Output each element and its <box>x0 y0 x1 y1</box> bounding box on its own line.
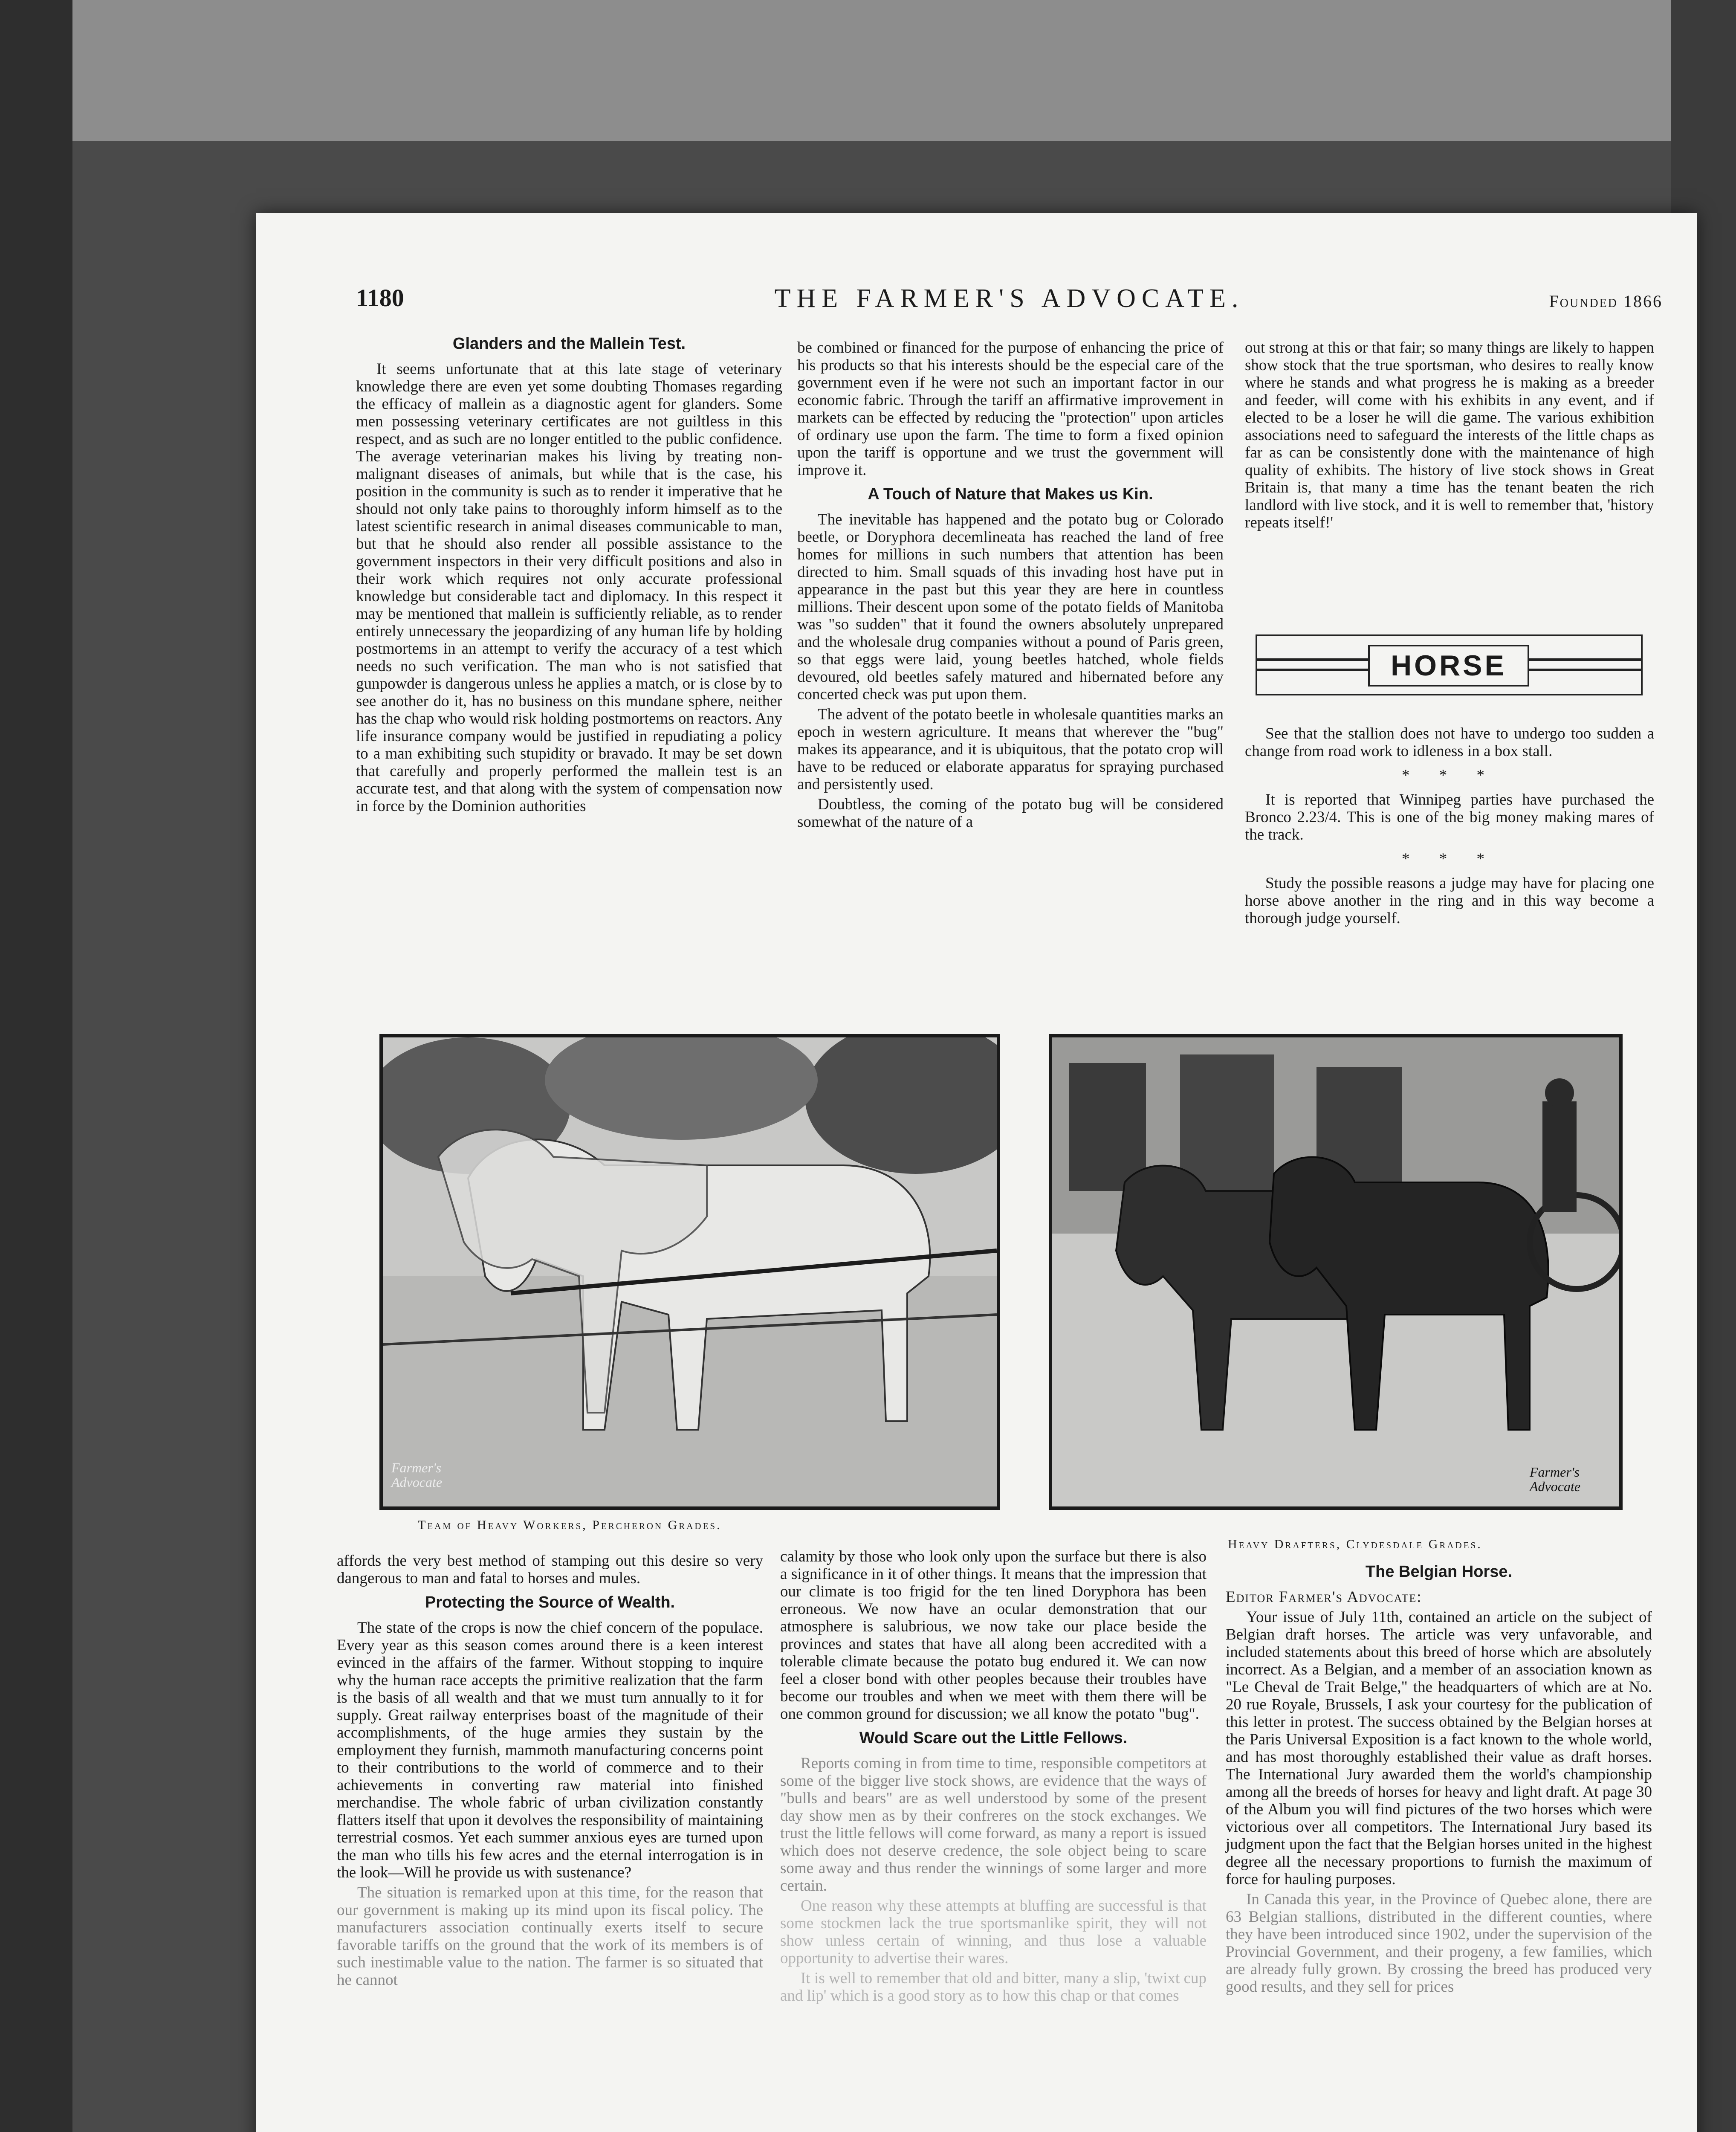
article-paragraph: The situation is remarked upon at this time, for the reason that our government is making up its mind upon its fiscal policy. The manufacturers association continually exerts itself to secure favorable tariffs on the ground that the work of its members is of such inestimable value to the nation. The farmer is so situated that he cannot <box>337 1884 763 1989</box>
founded-note: Founded 1866 <box>1549 292 1663 311</box>
article-title: Protecting the Source of Wealth. <box>425 1593 675 1611</box>
article-paragraph: affords the very best method of stamping out this desire so very dangerous to man and fatal to horses and mules. <box>337 1552 763 1587</box>
page-header <box>356 284 1663 322</box>
newspaper-page <box>256 213 1697 2132</box>
article-paragraph: out strong at this or that fair; so many things are likely to happen show stock that the true sportsman, who desires to really know where he stands and what progress he is making as a breeder and feeder, will come with his exhibits in any event, and if elected to be a loser he will die game. The various exhibition associations need to safeguard the interests of the little chaps as far as can be consistently done with the maintenance of high quality of exhibits. The history of live stock shows in Great Britain is, that many a time has the tenant beaten the rich landlord with live stock, and it is well to remember that, 'history repeats itself!' <box>1245 339 1654 531</box>
background-left <box>0 0 72 2132</box>
article-title: The Belgian Horse. <box>1365 1563 1513 1581</box>
masthead: THE FARMER'S ADVOCATE. <box>774 284 1244 313</box>
section-banner-horse <box>1256 634 1643 695</box>
clydesdale-photo-image <box>1052 1037 1619 1506</box>
article-paragraph: Reports coming in from time to time, responsible competitors at some of the bigger live stock shows, are evidence that the ways of "bulls and bears" are as well understood by some of the present day show men as by their confreres on the stock exchanges. We trust the little fellows will come forward, as many a report is issued which does not deserve credence, the sole object being to scare some away and thus render the winnings of some larger and more certain. <box>780 1755 1207 1894</box>
column-2-upper <box>797 339 1224 1130</box>
column-3-lower <box>1226 1556 1652 2132</box>
separator-stars: * * * <box>1402 850 1497 868</box>
article-paragraph: be combined or financed for the purpose of enhancing the price of his products so that his interests should be the especial care of the government even if he were not such an important factor in our economic fabric. Through the tariff an affirmative improvement in markets can be effected by reducing the "protection" upon articles of ordinary use upon the farm. The time to form a fixed opinion upon the tariff is opportune and we trust the government will improve it. <box>797 339 1224 479</box>
article-paragraph: The inevitable has happened and the potato bug or Colorado beetle, or Doryphora decemlineata has reached the land of free homes for millions in such numbers that attention has been directed to him. Small squads of this invading host have put in appearance in the past but this year they are here in countless millions. Their descent upon some of the potato fields of Manitoba was "so sudden" that it found the owners absolutely unprepared and the wholesale drug companies without a pound of Paris green, so that eggs were laid, young beetles hatched, whole fields devoured, old beetles safely matured and hibernated before any concerted check was put upon them. <box>797 511 1224 703</box>
article-paragraph: One reason why these attempts at bluffing are successful is that some stockmen lack the true sportsmanlike spirit, they will not show unless certain of winning, and thus lose a valuable opportunity to advertise their wares. <box>780 1897 1207 1967</box>
photo-credit: Farmer's Advocate <box>1530 1464 1581 1494</box>
separator-stars: * * * <box>1402 767 1497 784</box>
article-paragraph: Study the possible reasons a judge may have for placing one horse above another in the ring and in this way become a thorough judge yourself. <box>1245 875 1654 927</box>
photo-percheron-team <box>379 1034 1000 1510</box>
photo-caption-left: Team of Heavy Workers, Percheron Grades. <box>418 1518 722 1532</box>
photo-clydesdale-team <box>1049 1034 1623 1510</box>
article-paragraph: It seems unfortunate that at this late stage of veterinary knowledge there are even yet some doubting Thomases regarding the efficacy of mallein as a diagnostic agent for glanders. Some men possessing veterinary certificates are not guiltless in this respect, and as such are no longer entitled to the public confidence. The average veterinarian makes his living by treating non-malignant diseases of animals, but while that is the case, his position in the community is such as to render it imperative that he should not only take pains to thoroughly inform himself as to the latest scientific research in animal diseases communicable to man, but that he should also render all possible assistance to the government inspectors in their very difficult positions and also in their work which requires not only accurate professional knowledge but considerable tact and diplomacy. In this respect it may be mentioned that mallein is sufficiently reliable, as to render entirely unnecessary the jeopardizing of any human life by holding postmortems in an attempt to verify the accuracy of a test which needs no such verification. The man who is not satisfied that gunpowder is dangerous unless he applies a match, or is close by to see another do it, has no business on this mundane sphere, neither has the chap who would risk holding postmortems on reactors. Any life insurance company would be justified in repudiating a policy to a man exhibiting such stupidity or bravado. It may be set down that carefully and properly performed the mallein test is an accurate test, and that along with the system of compensation now in force by the Dominion authorities <box>356 360 782 815</box>
article-paragraph: It is reported that Winnipeg parties have purchased the Bronco 2.23/4. This is one of the big money making mares of the track. <box>1245 791 1654 843</box>
letter-salutation: Editor Farmer's Advocate: <box>1226 1588 1422 1606</box>
article-title: A Touch of Nature that Makes us Kin. <box>868 485 1153 503</box>
section-title: HORSE <box>1368 645 1529 687</box>
article-title: Would Scare out the Little Fellows. <box>859 1729 1128 1747</box>
page-number: 1180 <box>356 284 404 312</box>
column-1-lower <box>337 1552 763 2132</box>
column-1-upper <box>356 328 782 1130</box>
article-paragraph: The state of the crops is now the chief concern of the populace. Every year as this season comes around there is a keen interest evinced in the affairs of the farmer. Without stopping to inquire why the human race accepts the primitive realization that the farm is the basis of all wealth and that we must turn annually to it for supply. Great railway enterprises boast of the magnitude of their accomplishments, of the huge armies they sustain by the employment they furnish, mammoth manufacturing concerns point to their contributions to the world of commerce and to their achievements in converting raw material into finished merchandise. The whole fabric of urban civilization constantly flatters itself that upon it devolves the responsibility of maintaining terrestrial cosmos. Yet each summer anxious eyes are turned upon the man who tills his few acres and the eternal interrogation is in the look—Will he provide us with sustenance? <box>337 1619 763 1881</box>
percheron-photo-image <box>383 1037 997 1506</box>
article-paragraph: Doubtless, the coming of the potato bug will be considered somewhat of the nature of a <box>797 796 1224 831</box>
article-title: Glanders and the Mallein Test. <box>452 335 686 353</box>
article-paragraph: Your issue of July 11th, contained an article on the subject of Belgian draft horses. The article was very unfavorable, and included statements about this breed of horse which are absolutely incorrect. As a Belgian, and a member of an association known as "Le Cheval de Trait Belge," the headquarters of which are at No. 20 rue Royale, Brussels, I ask your courtesy for the publication of this letter in protest. The success obtained by the Belgian horses at the Paris Universal Exposition is a fact known to the whole world, and has most thoroughly established their value as draft horses. The International Jury awarded them the world's championship among all the breeds of horses for heavy and light draft. At page 30 of the Album you will find pictures of the two horses which were victorious over all competitors. The International Jury based its judgment upon the fact that the Belgian horses united in the highest degree all the necessary proportions to furnish the maximum of force for hauling purposes. <box>1226 1608 1652 1888</box>
article-paragraph: calamity by those who look only upon the surface but there is also a significance in it of other things. It means that the impression that our climate is too frigid for the ten lined Doryphora has been erroneous. We now have an ocular demonstration that our atmosphere is salubrious, we now take our place beside the provinces and states that have all along been accredited with a tolerable climate because the potato bug endured it. We can now feel a closer bond with other peoples because their troubles have become our troubles and when we meet with them there will be one common ground for discussion; we all know the potato "bug". <box>780 1548 1207 1723</box>
column-2-lower <box>780 1548 1207 2132</box>
article-paragraph: It is well to remember that old and bitter, many a slip, 'twixt cup and lip' which is a good story as to how this chap or that comes <box>780 1970 1207 2005</box>
column-3-upper <box>1245 339 1654 620</box>
photo-caption-right: Heavy Drafters, Clydesdale Grades. <box>1228 1537 1482 1551</box>
article-paragraph: See that the stallion does not have to undergo too sudden a change from road work to idleness in a box stall. <box>1245 725 1654 760</box>
article-paragraph: In Canada this year, in the Province of Quebec alone, there are 63 Belgian stallions, distributed in the different counties, where they have been introduced since 1902, under the supervision of the Provincial Government, and their progeny, a few families, which are already fully grown. By crossing the breed has produced very good results, and they sell for prices <box>1226 1891 1652 1996</box>
article-paragraph: The advent of the potato beetle in wholesale quantities marks an epoch in western agriculture. It means that wherever the "bug" makes its appearance, and it is ubiquitous, that the potato crop will have to be reduced or elaborate apparatus for spraying purchased and persistently used. <box>797 706 1224 793</box>
background-top <box>0 0 1736 141</box>
photo-credit: Farmer's Advocate <box>391 1460 443 1490</box>
